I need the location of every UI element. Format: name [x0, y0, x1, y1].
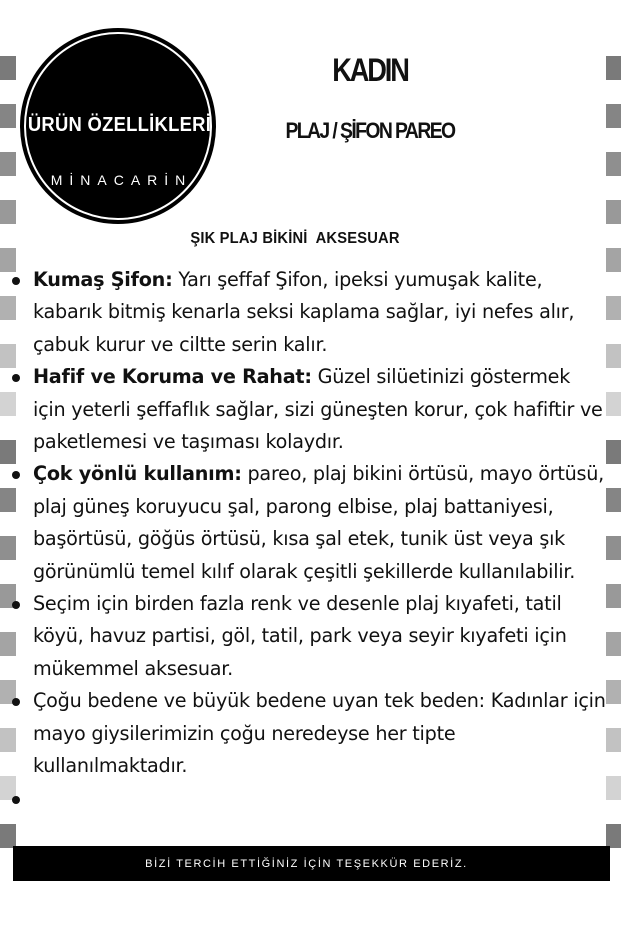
decor-square	[0, 56, 16, 80]
decor-square	[606, 200, 621, 224]
feature-item	[10, 458, 606, 588]
decor-square	[0, 152, 16, 176]
bullet-icon	[12, 601, 20, 609]
decor-square	[606, 632, 621, 656]
decor-square	[606, 776, 621, 800]
category-title: KADIN	[332, 52, 408, 88]
feature-item	[10, 361, 606, 458]
product-features-badge	[20, 28, 216, 224]
bullet-icon	[12, 698, 20, 706]
decor-square	[606, 104, 621, 128]
badge-title: ÜRÜN ÖZELLİKLERİ	[27, 114, 212, 136]
feature-label: Kumaş Şifon:	[33, 268, 173, 291]
decor-square	[606, 728, 621, 752]
product-title: PLAJ / ŞİFON PAREO	[285, 118, 455, 143]
decor-square	[0, 104, 16, 128]
feature-text: Güzel silüetinizi göstermek için yeterli şeffaflık sağlar, sizi güneşten korur, çok hafiftir ve paketlemesi ve taşıması kolaydır.	[33, 365, 603, 454]
feature-text: Çoğu bedene ve büyük bedene uyan tek beden: Kadınlar için mayo giysilerimizin çoğu neredeyse her tipte kullanılmaktadır.	[33, 689, 606, 778]
feature-text: Seçim için birden fazla renk ve desenle plaj kıyafeti, tatil köyü, havuz partisi, göl, tatil, park veya seyir kıyafeti için mükemmel aksesuar.	[33, 592, 567, 680]
decor-square	[606, 584, 621, 608]
decor-square	[0, 200, 16, 224]
section-heading: ŞIK PLAJ BİKİNİ AKSESUAR	[190, 230, 400, 247]
thank-you-banner	[13, 846, 610, 881]
feature-text: pareo, plaj bikini örtüsü, mayo örtüsü, plaj güneş koruyucu şal, parong elbise, plaj battaniyesi, başörtüsü, göğüs örtüsü, kısa şal etek, tunik üst veya şık görünümlü temel kılıf olarak çeşitli şekillerde kullanılabilir.	[33, 462, 605, 583]
bullet-icon	[12, 374, 20, 382]
decor-square	[606, 152, 621, 176]
feature-item	[10, 264, 606, 361]
decor-square	[606, 344, 621, 368]
feature-item	[10, 685, 606, 782]
badge-brand: MİNACARİN	[50, 172, 193, 188]
decor-square	[606, 680, 621, 704]
feature-label: Hafif ve Koruma ve Rahat:	[33, 365, 312, 389]
decor-square	[606, 488, 621, 512]
bullet-icon	[12, 796, 20, 804]
decor-square	[606, 296, 621, 320]
decor-square	[606, 56, 621, 80]
feature-text: Yarı şeffaf Şifon, ipeksi yumuşak kalite, kabarık bitmiş kenarla seksi kaplama sağlar, iyi nefes alır, çabuk kurur ve ciltte serin kalır.	[33, 268, 575, 356]
decor-square	[606, 248, 621, 272]
decor-square	[0, 824, 16, 848]
feature-item-empty	[10, 783, 606, 815]
feature-label: Çok yönlü kullanım:	[33, 462, 242, 486]
bullet-icon	[12, 277, 20, 285]
thank-you-text: BİZİ TERCİH ETTİĞİNİZ İÇİN TEŞEKKÜR EDERİZ.	[145, 857, 468, 870]
decor-square	[606, 824, 621, 848]
decor-square	[606, 440, 621, 464]
feature-list	[10, 264, 606, 815]
bullet-icon	[12, 471, 20, 479]
feature-item	[10, 588, 606, 685]
decor-square	[606, 392, 621, 416]
decor-square	[606, 536, 621, 560]
